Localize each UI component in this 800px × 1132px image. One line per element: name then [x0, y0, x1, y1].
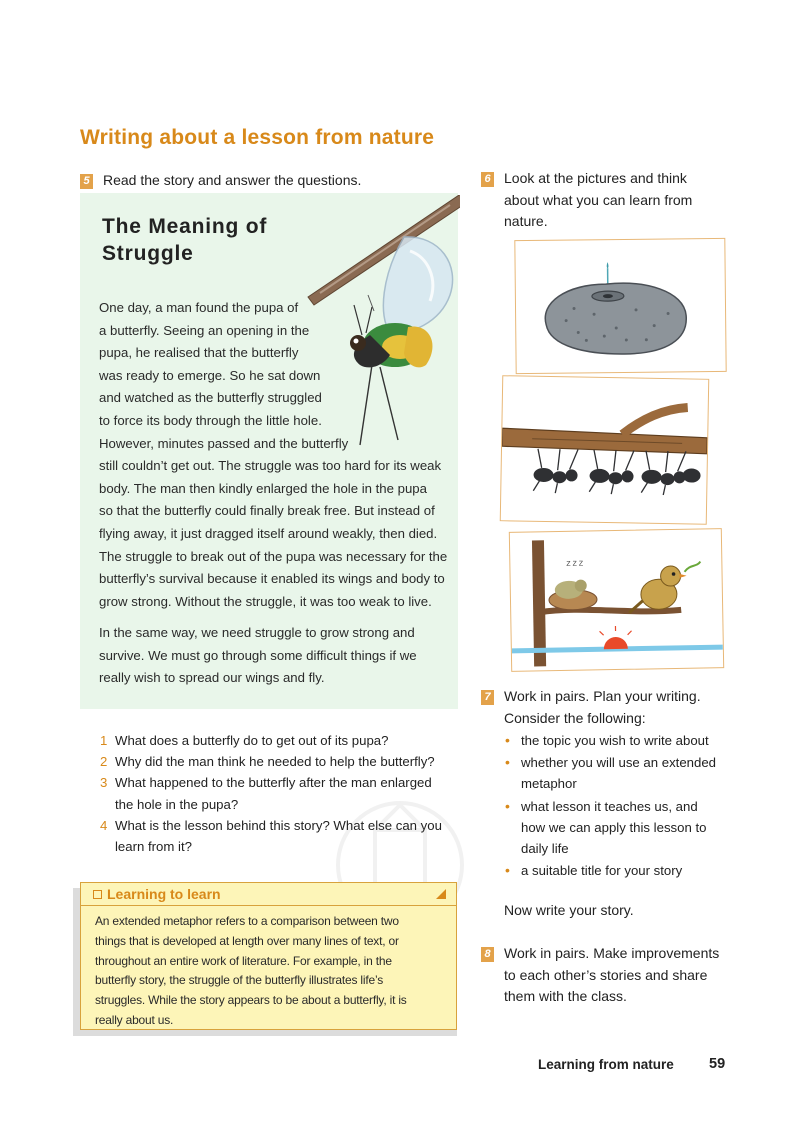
question-number: 2 [100, 754, 108, 770]
task-7-instruction [481, 686, 701, 729]
story-line: One day, a man found the pupa of [99, 300, 299, 315]
learning-line: throughout an entire work of literature. For example, in the [95, 953, 392, 968]
bullet-item: • the topic you wish to write about [505, 730, 745, 751]
footer-section-title: Learning from nature [538, 1057, 674, 1072]
question-number: 3 [100, 775, 108, 791]
sleep-zzz: Z Z Z [566, 560, 584, 568]
learning-box-header [81, 883, 456, 906]
bullet-dot-icon: • [505, 797, 510, 814]
task-8-number: 8 [481, 947, 494, 962]
picture-water-drop-stone [514, 238, 726, 374]
task-5-text: Read the story and answer the questions. [103, 172, 362, 188]
story-line: really wish to spread our wings and fly. [99, 670, 325, 686]
picture-bird-and-nest [509, 528, 724, 672]
learning-to-learn-box [80, 882, 457, 1030]
story-title [102, 213, 267, 267]
question-number: 4 [100, 817, 108, 833]
picture-ants-on-branch [500, 375, 710, 525]
checkbox-square-icon [93, 890, 102, 899]
story-line: so that the butterfly could finally break free. But instead of [99, 503, 435, 519]
task-7-number: 7 [481, 690, 494, 705]
bullet-item: • a suitable title for your story [505, 860, 745, 881]
bullet-dot-icon: • [505, 732, 510, 748]
story-line: butterfly’s survival because it enabled its wings and body to [99, 571, 445, 587]
task-6-line: about what you can learn from [504, 191, 693, 208]
plan-bullet-list [505, 730, 745, 882]
question-item [100, 751, 460, 772]
story-line: The struggle to break out of the pupa was necessary for the [99, 548, 448, 564]
task-6-number: 6 [481, 172, 494, 187]
bullet-item: • whether you will use an extended metaphor [505, 752, 745, 794]
learning-line: struggles. While the story appears to be about a butterfly, it is [95, 993, 407, 1008]
question-text: Why did the man think he needed to help the butterfly? [115, 754, 435, 770]
task-8-line: them with the class. [504, 988, 627, 1004]
butterfly-pupa-illustration [300, 195, 460, 455]
story-line: body. The man then kindly enlarged the hole in the pupa [99, 480, 427, 496]
learning-line: really about us. [95, 1012, 174, 1027]
question-item [100, 730, 460, 751]
write-story-instruction: Now write your story. [504, 902, 634, 918]
story-line: and watched as the butterfly struggled [99, 390, 322, 406]
bullet-item: • what lesson it teaches us, and how we can apply this lesson to daily life [505, 796, 745, 860]
task-7-line: Consider the following: [504, 709, 646, 726]
learning-line: An extended metaphor refers to a comparison between two [95, 914, 399, 928]
task-5-number: 5 [80, 174, 93, 189]
task-8-line: to each other’s stories and share [504, 966, 708, 983]
question-number: 1 [100, 733, 108, 748]
story-paragraph-2 [99, 622, 449, 690]
story-title-line-1: The Meaning of [102, 215, 268, 238]
learning-box-body [95, 912, 447, 1031]
learning-line: things that is developed at length over many lines of text, or [95, 933, 399, 948]
story-line: to force its body through the little hole. [99, 412, 322, 428]
corner-triangle-icon [436, 889, 446, 899]
story-line: survive. We must go through some difficult things if we [99, 647, 417, 663]
story-title-line-2: Struggle [102, 242, 194, 265]
task-6-line: nature. [504, 213, 548, 229]
question-text: What happened to the butterfly after the man enlarged the hole in the pupa? [115, 775, 432, 812]
learning-line: butterfly story, the struggle of the butterfly illustrates life’s [95, 973, 384, 988]
task-6-line: Look at the pictures and think [504, 170, 687, 186]
story-line: However, minutes passed and the butterfly [99, 435, 349, 451]
story-line: In the same way, we need struggle to grow strong and [99, 625, 415, 640]
page-heading: Writing about a lesson from nature [80, 126, 435, 149]
task-7-line: Work in pairs. Plan your writing. [504, 688, 701, 704]
question-text: What is the lesson behind this story? What else can you learn from it? [115, 817, 442, 855]
story-line: was ready to emerge. So he sat down [99, 367, 321, 383]
story-line: pupa, he realised that the butterfly [99, 345, 299, 361]
story-line: still couldn’t get out. The struggle was too hard for its weak [99, 458, 442, 474]
story-line: a butterfly. Seeing an opening in the [99, 322, 310, 338]
task-5-instruction [80, 170, 361, 191]
task-8-line: Work in pairs. Make improvements [504, 945, 720, 961]
bullet-dot-icon: • [505, 862, 510, 879]
story-line: flying away, it just dragged itself around weakly, then died. [99, 525, 438, 541]
task-8-instruction [481, 943, 719, 1008]
question-text: What does a butterfly do to get out of its pupa? [115, 733, 389, 748]
bullet-dot-icon: • [505, 754, 510, 771]
page-number: 59 [709, 1056, 726, 1072]
task-6-instruction [481, 168, 692, 233]
learning-box-title: Learning to learn [93, 886, 221, 902]
story-line: grow strong. Without the struggle, it was too weak to live. [99, 593, 432, 609]
